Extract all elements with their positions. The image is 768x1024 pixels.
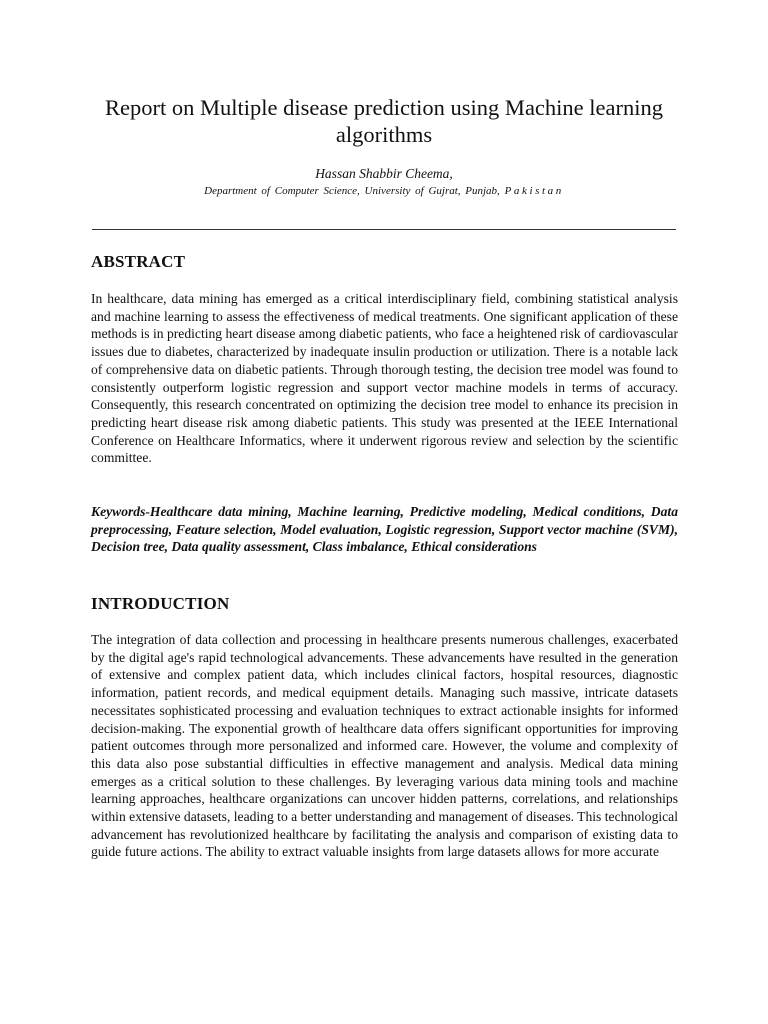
abstract-text: In healthcare, data mining has emerged as a critical interdisciplinary field, combining statistical analysis and machine learning to assess the effectiveness of medical treatments. One significant application of these methods is in predicting heart disease among diabetic patients, who face a heightened risk of cardiovascular issues due to diabetes, characterized by inadequate insulin production or utilization. There is a notable lack of comprehensive data on diabetic patients. Through thorough testing, the decision tree model was found to consistently outperform logistic regression and support vector machine models in terms of accuracy. Consequently, this research concentrated on optimizing the decision tree model to enhance its precision in predicting heart disease risk among diabetic patients. This study was presented at the IEEE International Conference on Healthcare Informatics, where it underwent rigorous review and selection by the scientific committee. [91, 291, 678, 466]
affiliation-country: Pakistan [504, 185, 564, 197]
introduction-text: The integration of data collection and processing in healthcare presents numerous challenges, exacerbated by the digital age's rapid technological advancements. These advancements have resulted in the generation of extensive and complex patient data, which includes clinical factors, hospital resources, diagnostic information, patient records, and medical equipment details. Managing such massive, intricate datasets necessitates sophisticated processing and evaluation techniques to extract actionable insights for informed decision-making. The exponential growth of healthcare data offers significant opportunities for improving patient outcomes through more personalized and informed care. However, the volume and complexity of this data also pose substantial difficulties in effective management and analysis. Medical data mining emerges as a critical solution to these challenges. By leveraging various data mining tools and machine learning approaches, healthcare organizations can uncover hidden patterns, correlations, and relationships within extensive datasets, leading to a better understanding and management of diseases. This technological advancement has revolutionized healthcare by facilitating the analysis and comparison of existing data to guide future actions. The ability to extract valuable insights from large datasets allows for more accurate [91, 632, 678, 860]
affiliation-department: Department of Computer Science, University of Gujrat, Punjab, [204, 185, 500, 197]
keywords-text: Keywords-Healthcare data mining, Machine learning, Predictive modeling, Medical conditions, Data preprocessing, Feature selection, Model evaluation, Logistic regression, Support vector machine (SVM), Decision tree, Data quality assessment, Class imbalance, Ethical considerations [91, 504, 678, 555]
author-affiliation [90, 184, 678, 198]
abstract-heading: ABSTRACT [91, 252, 186, 271]
introduction-heading: INTRODUCTION [91, 594, 230, 613]
paper-title: Report on Multiple disease prediction using Machine learning algorithms [105, 95, 663, 147]
header-divider [92, 229, 676, 230]
author-name: Hassan Shabbir Cheema, [315, 166, 453, 181]
